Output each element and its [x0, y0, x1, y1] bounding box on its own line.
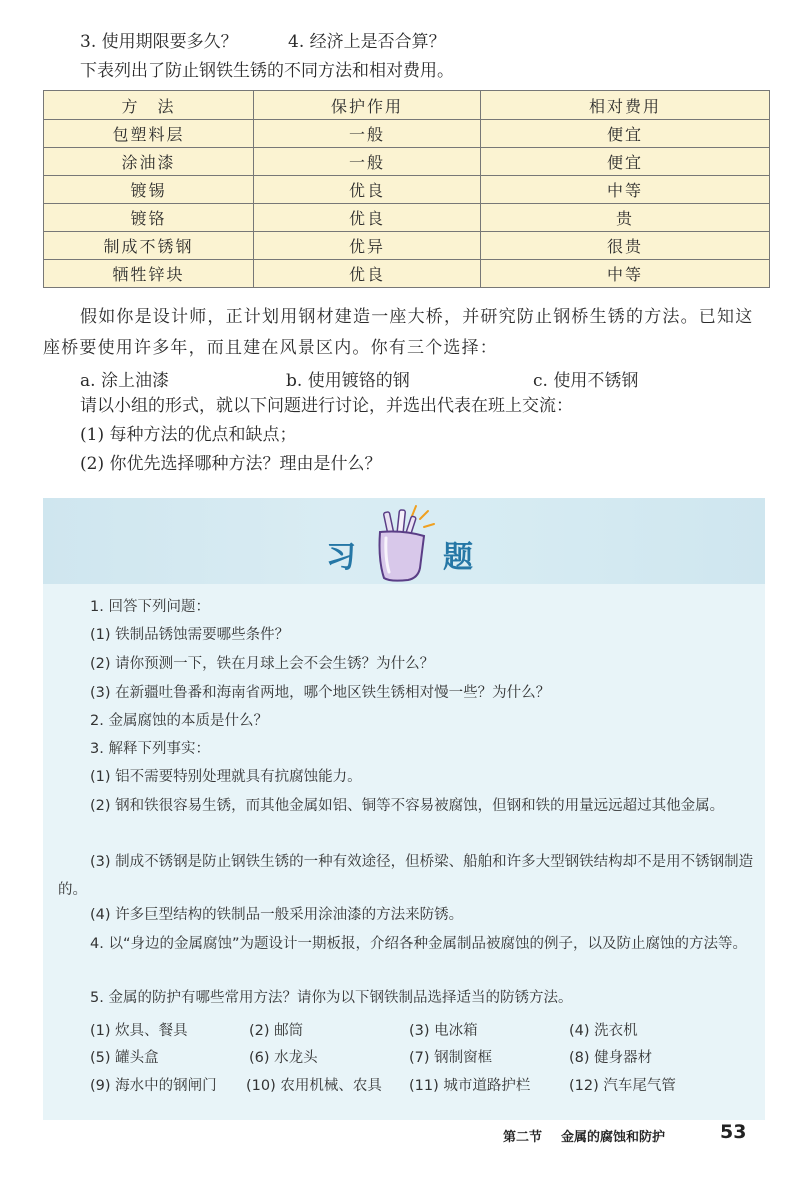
exercise-q3-1: (1) 铝不需要特别处理就具有抗腐蚀能力。	[90, 769, 362, 785]
footer-section: 第二节	[503, 1130, 543, 1145]
scenario-line-1: 假如你是设计师，正计划用钢材建造一座大桥，并研究防止钢桥生锈的方法。已知这	[80, 307, 754, 327]
header-cost: 相对费用	[481, 91, 770, 120]
q5-item: (11) 城市道路护栏	[409, 1078, 531, 1094]
scenario-paragraph	[43, 302, 773, 364]
footer-chapter-title: 金属的腐蚀和防护	[561, 1130, 666, 1145]
question-4: 4. 经济上是否合算？	[288, 32, 446, 52]
cell-protection: 一般	[254, 148, 481, 176]
choice-c: c. 使用不锈钢	[533, 371, 639, 391]
exercise-q1-3: (3) 在新疆吐鲁番和海南省两地，哪个地区铁生锈相对慢一些？为什么？	[90, 685, 551, 701]
cell-cost: 贵	[481, 204, 770, 232]
header-method: 方 法	[44, 91, 254, 120]
cell-cost: 便宜	[481, 120, 770, 148]
exercise-q1-2: (2) 请你预测一下，铁在月球上会不会生锈？为什么？	[90, 656, 435, 672]
scenario-line-2: 座桥要使用许多年，而且建在风景区内。你有三个选择：	[43, 338, 498, 358]
exercise-q3-3: (3) 制成不锈钢是防止钢铁生锈的一种有效途径，但桥梁、船舶和许多大型钢铁结构却不是用不锈钢制造的。	[58, 854, 754, 898]
cell-method: 制成不锈钢	[44, 232, 254, 260]
table-row	[44, 176, 770, 204]
table-row	[44, 204, 770, 232]
cell-cost: 便宜	[481, 148, 770, 176]
cell-cost: 很贵	[481, 232, 770, 260]
exercise-title-left: 习	[326, 540, 356, 575]
table-row	[44, 120, 770, 148]
cell-protection: 优良	[254, 260, 481, 288]
q5-item: (6) 水龙头	[249, 1050, 318, 1066]
cell-method: 镀铬	[44, 204, 254, 232]
choice-b: b. 使用镀铬的钢	[286, 371, 410, 391]
q5-item: (5) 罐头盒	[90, 1050, 159, 1066]
q5-item: (7) 钢制窗框	[409, 1050, 493, 1066]
cell-protection: 优异	[254, 232, 481, 260]
cell-cost: 中等	[481, 260, 770, 288]
table-row	[44, 260, 770, 288]
exercise-title-right: 题	[443, 540, 473, 575]
q5-item: (9) 海水中的钢闸门	[90, 1078, 217, 1094]
table-row	[44, 148, 770, 176]
cell-cost: 中等	[481, 176, 770, 204]
exercise-q4: 4. 以“身边的金属腐蚀”为题设计一期板报，介绍各种金属制品被腐蚀的例子，以及防止腐蚀的方法等。	[90, 936, 747, 952]
rust-prevention-table	[43, 90, 770, 288]
exercise-q2: 2. 金属腐蚀的本质是什么？	[90, 713, 268, 729]
table-intro: 下表列出了防止钢铁生锈的不同方法和相对费用。	[80, 61, 454, 81]
cell-method: 牺牲锌块	[44, 260, 254, 288]
discussion-item-2: (2) 你优先选择哪种方法？理由是什么？	[80, 454, 382, 474]
exercise-q1-1: (1) 铁制品锈蚀需要哪些条件？	[90, 627, 290, 643]
q5-item: (8) 健身器材	[569, 1050, 653, 1066]
q5-item: (10) 农用机械、农具	[246, 1078, 382, 1094]
pencil-cup-icon	[368, 502, 440, 588]
cell-method: 包塑料层	[44, 120, 254, 148]
exercise-q3: 3. 解释下列事实：	[90, 741, 210, 757]
discussion-prompt: 请以小组的形式，就以下问题进行讨论，并选出代表在班上交流：	[80, 396, 573, 416]
page-number: 53	[720, 1121, 747, 1143]
header-protection: 保护作用	[254, 91, 481, 120]
exercise-q5: 5. 金属的防护有哪些常用方法？请你为以下钢铁制品选择适当的防锈方法。	[90, 990, 573, 1006]
q5-item: (3) 电冰箱	[409, 1023, 478, 1039]
q5-item: (1) 炊具、餐具	[90, 1023, 188, 1039]
q5-item: (2) 邮筒	[249, 1023, 304, 1039]
cell-protection: 一般	[254, 120, 481, 148]
q5-item: (12) 汽车尾气管	[569, 1078, 676, 1094]
exercise-q3-2: (2) 钢和铁很容易生锈，而其他金属如铝、铜等不容易被腐蚀，但钢和铁的用量远远超过其他金属。	[90, 798, 725, 814]
cell-protection: 优良	[254, 176, 481, 204]
table-header-row	[44, 91, 770, 120]
exercise-q3-4: (4) 许多巨型结构的铁制品一般采用涂油漆的方法来防锈。	[90, 907, 464, 923]
table-row	[44, 232, 770, 260]
discussion-item-1: (1) 每种方法的优点和缺点；	[80, 425, 297, 445]
exercise-q1: 1. 回答下列问题：	[90, 599, 210, 615]
cell-protection: 优良	[254, 204, 481, 232]
question-3: 3. 使用期限要多久？	[80, 32, 238, 52]
choice-a: a. 涂上油漆	[80, 371, 169, 391]
cell-method: 镀锡	[44, 176, 254, 204]
q5-item: (4) 洗衣机	[569, 1023, 638, 1039]
cell-method: 涂油漆	[44, 148, 254, 176]
